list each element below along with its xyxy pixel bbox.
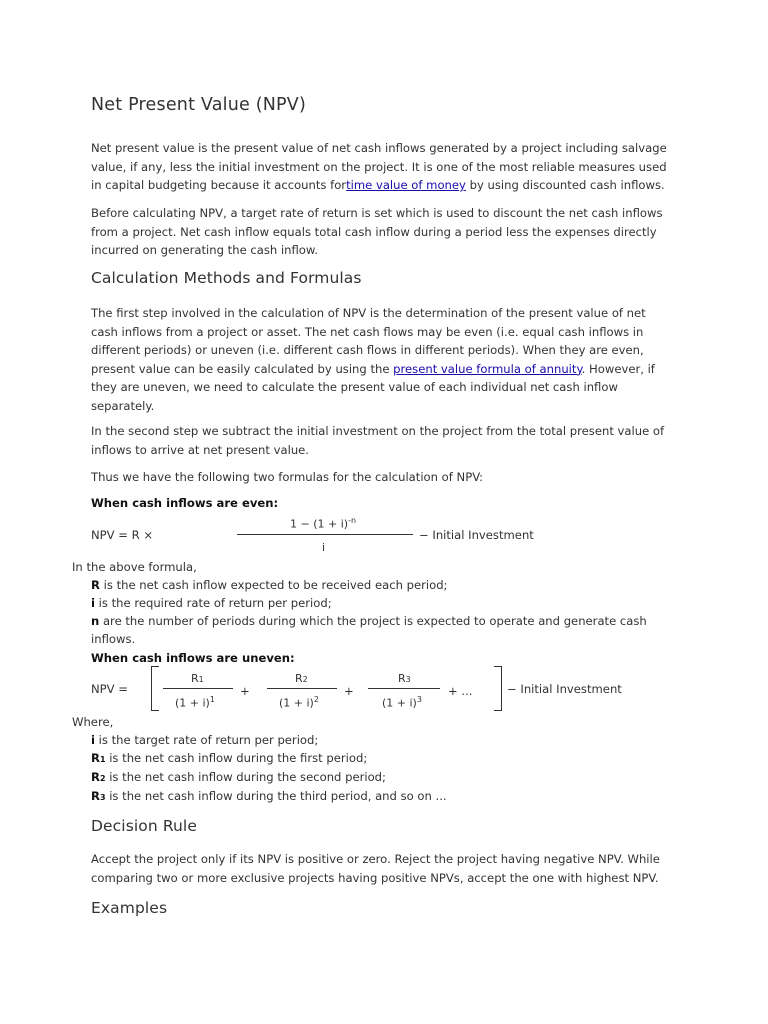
term3-numerator	[398, 672, 411, 685]
definition: is the required rate of return per period;	[94, 596, 332, 610]
text-line: they are uneven, we need to calculate the present value of each individual net cash inflow	[91, 380, 618, 394]
symbol: R	[91, 789, 100, 803]
symbol: R	[91, 578, 100, 592]
intro-paragraph-2	[91, 204, 691, 260]
denominator-text: (1 + i)	[279, 696, 314, 710]
annuity-formula-link[interactable]: present value formula of annuity	[393, 361, 582, 376]
def-i-uneven	[91, 733, 318, 747]
definition: is the net cash inflow during the third period, and so on ...	[105, 789, 447, 803]
text-line: Thus we have the following two formulas for the calculation of NPV:	[91, 470, 484, 484]
text-line: Accept the project only if its NPV is positive or zero. Reject the project having negative NPV. While	[91, 852, 660, 866]
text-line: separately.	[91, 398, 155, 413]
term3-denominator	[382, 695, 422, 710]
def-n-continued: inflows.	[91, 632, 136, 646]
uneven-formula-lhs: NPV =	[91, 682, 128, 696]
numerator-subscript: 1	[198, 675, 204, 684]
even-formula-rhs: − Initial Investment	[419, 528, 534, 542]
where-label: Where,	[72, 715, 114, 729]
even-numerator	[290, 516, 356, 531]
symbol: R	[91, 751, 100, 765]
symbol: i	[91, 733, 95, 747]
def-r2	[91, 770, 386, 784]
subscript: 3	[99, 793, 106, 802]
left-bracket-top	[151, 666, 159, 667]
numerator-symbol: R	[295, 672, 303, 685]
numerator-text: 1 − (1 + i)	[290, 517, 349, 531]
text-line: inflows to arrive at net present value.	[91, 442, 309, 457]
ellipsis-term: + ...	[448, 684, 473, 698]
term1-denominator	[175, 695, 215, 710]
intro-paragraph-1	[91, 139, 691, 195]
denominator-exponent: 3	[416, 695, 422, 704]
numerator-subscript: 2	[302, 675, 308, 684]
calc-paragraph-3	[91, 468, 691, 487]
time-value-of-money-link[interactable]: time value of money	[346, 178, 466, 192]
definition: is the net cash inflow expected to be received each period;	[99, 578, 448, 592]
def-r3	[91, 789, 447, 803]
text-line: cash inflows from a project or asset. The net cash flows may be even (i.e. equal cash inflows in	[91, 324, 644, 339]
calc-paragraph-1	[91, 304, 691, 415]
calculation-heading: Calculation Methods and Formulas	[91, 269, 362, 287]
def-i	[91, 596, 332, 610]
symbol: i	[91, 596, 95, 610]
numerator-exponent: -n	[348, 516, 357, 525]
denominator-text: (1 + i)	[382, 696, 417, 710]
text-line: Before calculating NPV, a target rate of return is set which is used to discount the net cash inflows	[91, 206, 663, 220]
def-r1	[91, 751, 367, 765]
left-bracket-bottom	[151, 710, 159, 711]
symbol: n	[91, 614, 100, 628]
even-fraction-bar	[237, 534, 413, 535]
term1-numerator	[191, 672, 204, 685]
denominator-exponent: 2	[313, 695, 319, 704]
def-n	[91, 614, 647, 628]
text-fragment: present value can be easily calculated by using the	[91, 361, 394, 376]
term2-numerator	[295, 672, 308, 685]
term2-fraction-bar	[267, 688, 337, 689]
text-line: from a project. Net cash inflow equals total cash inflow during a period less the expenses directly	[91, 224, 657, 239]
examples-heading: Examples	[91, 899, 168, 917]
numerator-symbol: R	[191, 672, 199, 685]
text-line: Net present value is the present value of net cash inflows generated by a project including salvage	[91, 141, 667, 155]
text-fragment: . However, if	[581, 361, 655, 376]
term3-fraction-bar	[368, 688, 440, 689]
above-formula-label: In the above formula,	[72, 560, 197, 574]
denominator-text: (1 + i)	[175, 696, 210, 710]
symbol: R	[91, 770, 100, 784]
text-fragment: in capital budgeting because it accounts for	[91, 178, 347, 192]
def-r	[91, 578, 447, 592]
term2-denominator	[279, 695, 319, 710]
text-line: comparing two or more exclusive projects having positive NPVs, accept the one with highest NPV.	[91, 870, 659, 885]
denominator-exponent: 1	[209, 695, 215, 704]
decision-paragraph	[91, 850, 691, 887]
definition: is the target rate of return per period;	[94, 733, 319, 747]
right-bracket	[501, 666, 502, 710]
left-bracket	[151, 666, 152, 710]
right-bracket-top	[494, 666, 502, 667]
text-line	[91, 360, 691, 379]
text-line: incurred on generating the cash inflow.	[91, 243, 319, 257]
definition: are the number of periods during which the project is expected to operate and generate cash	[99, 614, 647, 628]
numerator-symbol: R	[398, 672, 406, 685]
text-line	[91, 176, 691, 195]
text-line: The first step involved in the calculation of NPV is the determination of the present value of net	[91, 306, 646, 320]
even-denominator: i	[322, 541, 326, 554]
definition: is the net cash inflow during the second period;	[105, 770, 386, 784]
page-title: Net Present Value (NPV)	[91, 95, 306, 115]
text-line: different periods) or uneven (i.e. different cash flows in different periods). When they are even,	[91, 343, 644, 357]
definition: is the net cash inflow during the first period;	[105, 751, 368, 765]
uneven-formula-rhs: − Initial Investment	[507, 682, 622, 696]
even-heading: When cash inflows are even:	[91, 496, 279, 510]
term1-fraction-bar	[163, 688, 233, 689]
text-line: In the second step we subtract the initial investment on the project from the total present value of	[91, 424, 665, 438]
decision-rule-heading: Decision Rule	[91, 817, 197, 835]
uneven-heading: When cash inflows are uneven:	[91, 651, 295, 665]
calc-paragraph-2	[91, 422, 691, 459]
subscript: 2	[99, 774, 106, 783]
right-bracket-bottom	[494, 710, 502, 711]
text-line: value, if any, less the initial investment on the project. It is one of the most reliable measures used	[91, 159, 667, 174]
text-fragment: by using discounted cash inflows.	[465, 178, 665, 192]
subscript: 1	[99, 755, 106, 764]
even-formula-lhs: NPV = R ×	[91, 528, 154, 542]
plus-sign: +	[344, 684, 354, 698]
plus-sign: +	[240, 684, 250, 698]
numerator-subscript: 3	[405, 675, 411, 684]
